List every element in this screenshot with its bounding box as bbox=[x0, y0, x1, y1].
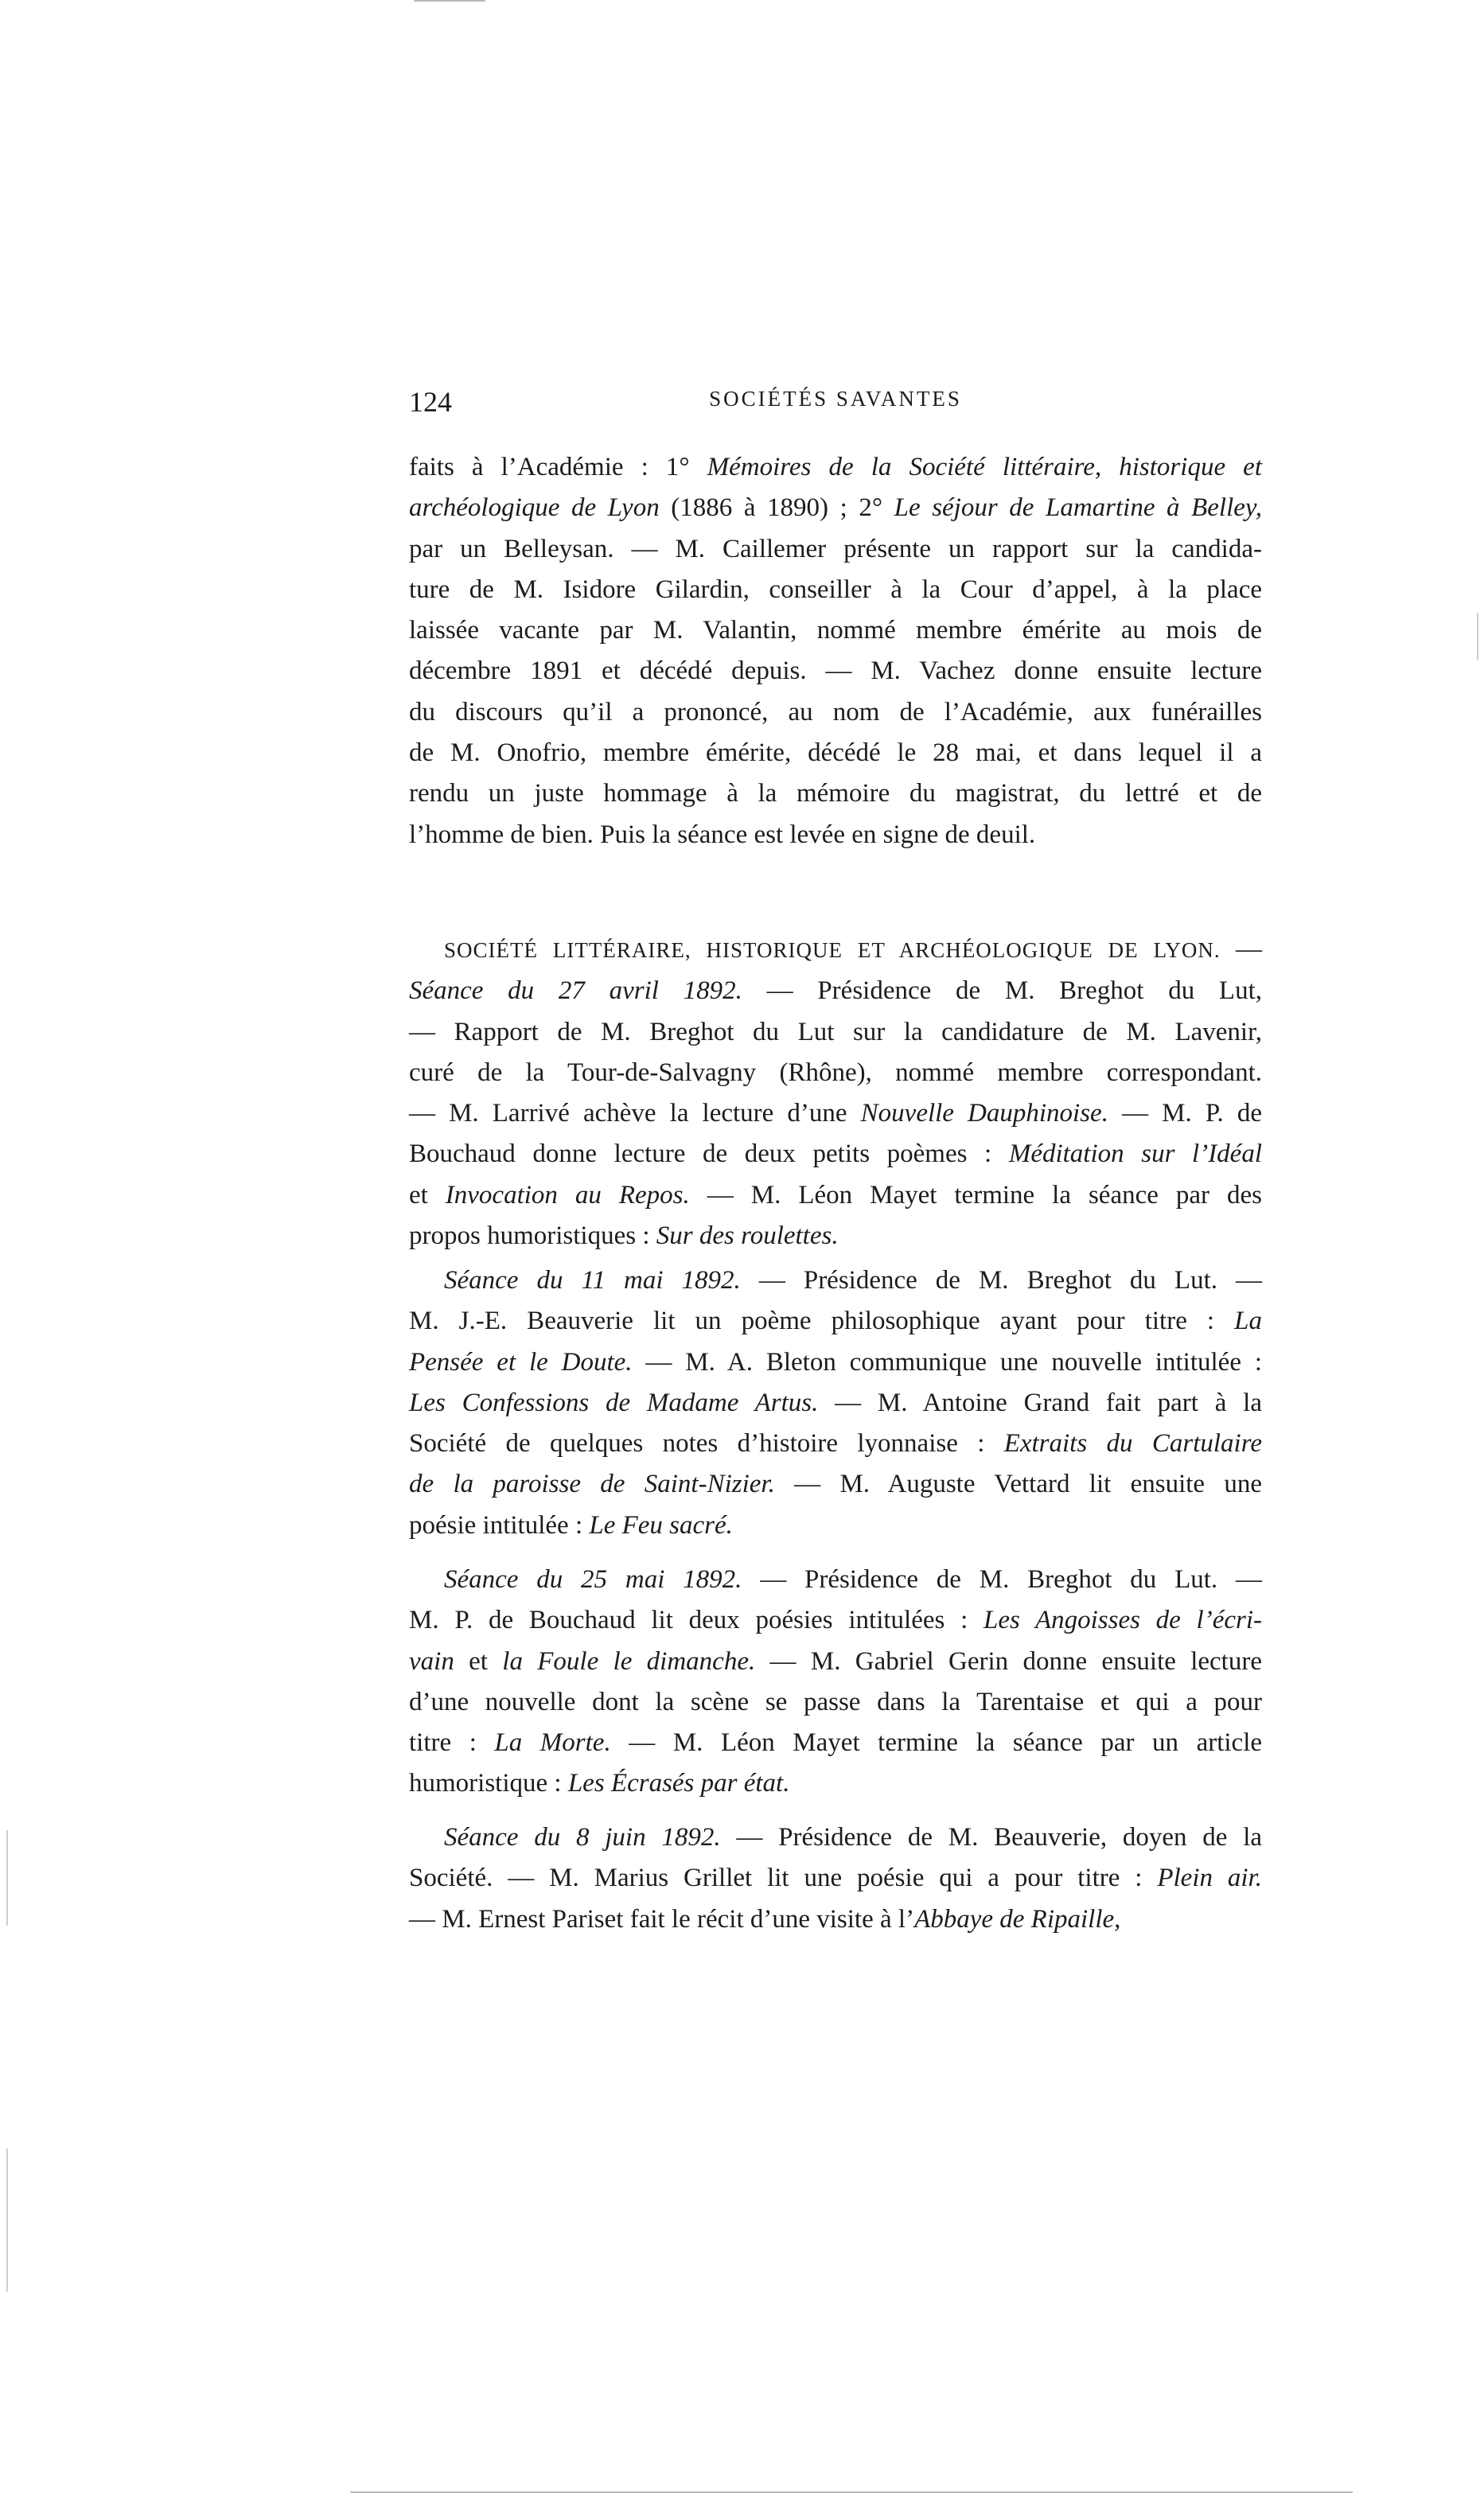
text-run: — bbox=[1220, 935, 1263, 964]
text-line bbox=[409, 1600, 1262, 1641]
italic-title: Les Écrasés par état. bbox=[567, 1769, 790, 1798]
text-run: — Présidence de M. Breghot du Lut. — bbox=[742, 1565, 1262, 1594]
italic-title: Séance du 11 mai 1892. bbox=[444, 1266, 741, 1295]
running-head bbox=[409, 385, 1262, 419]
text-line bbox=[409, 1012, 1262, 1053]
paragraph-seance-11-mai bbox=[409, 1260, 1262, 1546]
text-run: M. J.-E. Beauverie lit un poème philosophique ayant pour titre : bbox=[409, 1307, 1235, 1336]
text-line bbox=[409, 1301, 1262, 1342]
text-line bbox=[409, 610, 1262, 651]
italic-title: La Morte. bbox=[494, 1728, 611, 1758]
text-run: M. P. de Bouchaud lit deux poésies intitulées : bbox=[409, 1606, 983, 1635]
italic-title: de la paroisse de Saint-Nizier. bbox=[409, 1470, 775, 1499]
text-run: ture de M. Isidore Gilardin, conseiller à la Cour d’appel, à la place bbox=[409, 575, 1262, 604]
text-line bbox=[409, 488, 1262, 528]
scan-edge-right bbox=[1477, 613, 1478, 660]
italic-title: Plein air. bbox=[1157, 1864, 1262, 1893]
text-line bbox=[409, 1424, 1262, 1464]
text-run: faits à l’Académie : 1° bbox=[409, 453, 707, 481]
italic-title: vain bbox=[409, 1646, 454, 1676]
text-run: titre : bbox=[409, 1728, 495, 1758]
text-run: rendu un juste hommage à la mémoire du magistrat, du lettré et de bbox=[409, 779, 1262, 808]
text-run: — M. Larrivé achève la lecture d’une bbox=[409, 1099, 861, 1128]
text-run: et bbox=[409, 1180, 446, 1210]
text-line bbox=[409, 529, 1262, 570]
text-run: Société de quelques notes d’histoire lyonnaise : bbox=[409, 1429, 1004, 1459]
text-line bbox=[409, 1560, 1262, 1600]
text-line bbox=[409, 1723, 1262, 1763]
text-run: décembre 1891 et décédé depuis. — M. Vachez donne ensuite lecture bbox=[409, 656, 1262, 686]
text-line bbox=[409, 570, 1262, 610]
text-line bbox=[409, 773, 1262, 814]
text-line bbox=[409, 1216, 1262, 1256]
text-run: — M. Auguste Vettard lit ensuite une bbox=[774, 1470, 1262, 1499]
italic-title: Méditation sur l’Idéal bbox=[1008, 1139, 1262, 1169]
text-line bbox=[409, 692, 1262, 733]
scan-edge-left-2 bbox=[6, 2148, 8, 2292]
italic-title: Extraits du Cartulaire bbox=[1003, 1429, 1262, 1459]
text-run: propos humoristiques : bbox=[409, 1221, 656, 1251]
italic-title: archéologique de Lyon bbox=[409, 493, 660, 523]
italic-title: Séance du 25 mai 1892. bbox=[444, 1565, 742, 1594]
paragraph-seance-27-avril bbox=[409, 929, 1262, 1256]
paragraph-academie-continuation bbox=[409, 447, 1262, 855]
text-run: — M. P. de bbox=[1108, 1099, 1263, 1128]
text-run: humoristique : bbox=[409, 1769, 568, 1798]
running-title: SOCIÉTÉS SAVANTES bbox=[709, 387, 962, 411]
text-line bbox=[409, 1134, 1262, 1174]
italic-title: Abbaye de Ripaille, bbox=[914, 1904, 1121, 1934]
italic-title: Le Feu sacré. bbox=[589, 1510, 733, 1540]
italic-title: Les Confessions de Madame Artus. bbox=[409, 1388, 819, 1417]
text-run: du discours qu’il a prononcé, au nom de l’Académie, aux funérailles bbox=[409, 697, 1262, 727]
text-run: — Rapport de M. Breghot du Lut sur la candidature de M. Lavenir, bbox=[409, 1017, 1262, 1046]
text-line bbox=[409, 1506, 1262, 1546]
text-run: — M. Antoine Grand fait part à la bbox=[818, 1388, 1262, 1417]
text-run: — M. Gabriel Gerin donne ensuite lecture bbox=[755, 1646, 1262, 1676]
text-run: de M. Onofrio, membre émérite, décédé le 28 mai, et dans lequel il a bbox=[409, 738, 1262, 768]
italic-title: Les Angoisses de l’écri- bbox=[983, 1606, 1262, 1635]
text-line bbox=[409, 733, 1262, 773]
text-line bbox=[409, 1342, 1262, 1383]
page-number: 124 bbox=[409, 386, 452, 418]
text-line bbox=[409, 1763, 1262, 1804]
italic-title: Pensée et le Doute. bbox=[409, 1347, 633, 1377]
scan-edge-top bbox=[414, 0, 485, 2]
text-line bbox=[409, 1899, 1262, 1940]
text-run: et bbox=[454, 1646, 503, 1676]
text-line bbox=[409, 1642, 1262, 1682]
text-run: Bouchaud donne lecture de deux petits poèmes : bbox=[409, 1139, 1009, 1169]
text-line bbox=[409, 1383, 1262, 1424]
text-run: laissée vacante par M. Valantin, nommé membre émérite au mois de bbox=[409, 616, 1262, 645]
text-run: — Présidence de M. Beauverie, doyen de la bbox=[720, 1823, 1263, 1852]
text-run: — M. Léon Mayet termine la séance par des bbox=[689, 1180, 1262, 1210]
italic-title: Séance du 8 juin 1892. bbox=[444, 1823, 721, 1852]
text-line bbox=[409, 1093, 1262, 1134]
text-line bbox=[409, 651, 1262, 691]
text-run: l’homme de bien. Puis la séance est levée en signe de deuil. bbox=[409, 820, 1036, 849]
text-line bbox=[409, 447, 1262, 488]
text-line bbox=[409, 1858, 1262, 1899]
text-run: — M. Léon Mayet termine la séance par un article bbox=[610, 1728, 1263, 1758]
text-line bbox=[409, 1464, 1262, 1505]
text-line bbox=[409, 1175, 1262, 1216]
text-run: poésie intitulée : bbox=[409, 1510, 590, 1540]
text-run: curé de la Tour-de-Salvagny (Rhône), nommé membre correspondant. bbox=[409, 1058, 1262, 1087]
paragraph-seance-25-mai bbox=[409, 1560, 1262, 1805]
text-line bbox=[409, 815, 1262, 855]
italic-title: Invocation au Repos. bbox=[445, 1180, 690, 1210]
text-run: — Présidence de M. Breghot du Lut, bbox=[742, 976, 1262, 1006]
text-line bbox=[409, 1053, 1262, 1093]
text-run: — M. A. Bleton communique une nouvelle intitulée : bbox=[632, 1347, 1262, 1377]
italic-title: Séance du 27 avril 1892. bbox=[409, 976, 742, 1006]
italic-title: La bbox=[1234, 1307, 1262, 1336]
paragraph-seance-8-juin bbox=[409, 1817, 1262, 1940]
text-line bbox=[409, 1682, 1262, 1723]
text-run: Société. — M. Marius Grillet lit une poésie qui a pour titre : bbox=[409, 1864, 1158, 1893]
italic-title: Mémoires de la Société littéraire, historique et bbox=[707, 453, 1262, 481]
text-run: d’une nouvelle dont la scène se passe dans la Tarentaise et qui a pour bbox=[409, 1687, 1262, 1716]
text-line bbox=[409, 971, 1262, 1011]
scan-edge-bottom bbox=[350, 2491, 1353, 2493]
scan-edge-left-1 bbox=[6, 1830, 8, 1926]
text-line bbox=[409, 929, 1262, 971]
text-run: — Présidence de M. Breghot du Lut. — bbox=[740, 1266, 1262, 1295]
italic-title: Le séjour de Lamartine à Belley, bbox=[894, 493, 1262, 523]
italic-title: Sur des roulettes. bbox=[656, 1221, 839, 1251]
text-line bbox=[409, 1817, 1262, 1858]
society-heading: SOCIÉTÉ LITTÉRAIRE, HISTORIQUE ET ARCHÉOLOGIQUE DE LYON. bbox=[444, 938, 1221, 962]
italic-title: Nouvelle Dauphinoise. bbox=[860, 1099, 1108, 1128]
text-line bbox=[409, 1260, 1262, 1301]
text-run: — M. Ernest Pariset fait le récit d’une visite à l’ bbox=[409, 1904, 915, 1934]
italic-title: la Foule le dimanche. bbox=[502, 1646, 756, 1676]
text-run: (1886 à 1890) ; 2° bbox=[659, 493, 894, 523]
text-run: par un Belleysan. — M. Caillemer présente un rapport sur la candida- bbox=[409, 534, 1262, 563]
